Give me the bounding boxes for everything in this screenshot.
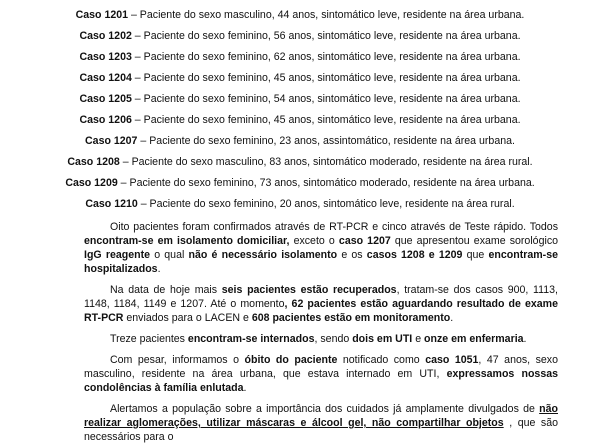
text-run: , sendo (314, 333, 353, 345)
case-line-1206 (0, 110, 600, 131)
case-description: – Paciente do sexo masculino, 83 anos, sintomático moderado, residente na área rural. (119, 156, 533, 168)
bold-run: encontram-se hospitalizados (84, 249, 558, 275)
bold-run: encontram-se em isolamento domiciliar, (84, 235, 290, 247)
case-label: Caso 1204 (79, 72, 132, 84)
text-run: , tratam-se dos casos 900, 1113, 1148, 1184, 1149 e 1207. Até o momento (84, 284, 558, 310)
case-line-1209 (0, 173, 600, 194)
text-run: e (412, 333, 425, 345)
text-run: , 47 anos, sexo masculino, residente na área urbana, que estava internado em UTI, (84, 354, 558, 380)
case-description: – Paciente do sexo masculino, 44 anos, sintomático leve, residente na área urbana. (128, 9, 525, 21)
case-label: Caso 1209 (65, 177, 118, 189)
case-description: – Paciente do sexo feminino, 73 anos, sintomático moderado, residente na área urbana. (117, 177, 535, 189)
case-description: – Paciente do sexo feminino, 23 anos, assintomático, residente na área urbana. (137, 135, 515, 147)
text-run: exceto o (289, 235, 339, 247)
case-description: – Paciente do sexo feminino, 45 anos, sintomático leve, residente na área urbana. (131, 72, 521, 84)
case-line-1203 (0, 47, 600, 68)
case-label: Caso 1203 (79, 51, 132, 63)
case-line-1202 (0, 26, 600, 47)
bold-run: óbito do paciente (244, 354, 338, 366)
case-line-1210 (0, 194, 600, 215)
case-line-1207 (0, 131, 600, 152)
case-label: Caso 1210 (85, 198, 138, 210)
text-run: . (157, 263, 161, 275)
text-run: que apresentou exame sorológico (390, 235, 559, 247)
text-run: Com pesar, informamos o (110, 354, 245, 366)
case-label: Caso 1205 (79, 93, 132, 105)
case-description: – Paciente do sexo feminino, 62 anos, sintomático leve, residente na área urbana. (131, 51, 521, 63)
case-description: – Paciente do sexo feminino, 56 anos, sintomático leve, residente na área urbana. (131, 30, 521, 42)
paragraph-alert (84, 402, 558, 444)
text-run: , que são necessários para o (84, 417, 558, 443)
text-run: e os (337, 249, 367, 261)
case-line-1205 (0, 89, 600, 110)
bold-run: caso 1051 (425, 354, 479, 366)
bold-run: dois em UTI (352, 333, 413, 345)
bold-run: seis pacientes estão recuperados (221, 284, 397, 296)
case-label: Caso 1202 (79, 30, 132, 42)
case-label: Caso 1201 (75, 9, 129, 21)
text-run: enviados para o LACEN e (123, 312, 252, 324)
paragraph-recovered (84, 283, 558, 325)
text-run: . (243, 382, 247, 394)
text-run: Treze pacientes (110, 333, 188, 345)
text-run: notificado como (337, 354, 426, 366)
bold-underlined-run: não realizar aglomerações, utilizar máscaras e álcool gel, não compartilhar objetos (84, 403, 558, 429)
case-description: – Paciente do sexo feminino, 45 anos, sintomático leve, residente na área urbana. (131, 114, 521, 126)
case-line-1201 (0, 5, 600, 26)
bold-run: não é necessário isolamento (188, 249, 338, 261)
bold-run: onze em enfermaria (424, 333, 524, 345)
paragraph-hospitalized (84, 332, 558, 346)
text-run: . (450, 312, 454, 324)
bold-run: , 62 pacientes estão aguardando resultado de exame RT-PCR (84, 298, 558, 324)
text-run: Alertamos a população sobre a importância dos cuidados já amplamente divulgados de (110, 403, 540, 415)
bold-run: casos 1208 e 1209 (366, 249, 463, 261)
case-line-1208 (0, 152, 600, 173)
case-description: – Paciente do sexo feminino, 54 anos, sintomático leve, residente na área urbana. (131, 93, 521, 105)
text-run: . (523, 333, 527, 345)
bold-run: IgG reagente (84, 249, 151, 261)
text-run: o qual (150, 249, 189, 261)
case-list (0, 5, 600, 215)
paragraph-death-notice (84, 353, 558, 395)
text-run: que (462, 249, 489, 261)
case-label: Caso 1208 (67, 156, 120, 168)
text-run: Na data de hoje mais (110, 284, 222, 296)
bold-run: caso 1207 (338, 235, 391, 247)
case-description: – Paciente do sexo feminino, 20 anos, sintomático leve, residente na área rural. (137, 198, 515, 210)
paragraph-confirmations (84, 220, 558, 276)
bold-run: encontram-se internados (187, 333, 315, 345)
case-label: Caso 1207 (85, 135, 138, 147)
text-run: Oito pacientes foram confirmados através de RT-PCR e cinco através de Teste rápido. Todos (110, 221, 558, 233)
document-body (84, 220, 558, 444)
case-line-1204 (0, 68, 600, 89)
bold-run: expressamos nossas condolências à família enlutada (84, 368, 558, 394)
case-label: Caso 1206 (79, 114, 132, 126)
bold-run: 608 pacientes estão em monitoramento (251, 312, 451, 324)
